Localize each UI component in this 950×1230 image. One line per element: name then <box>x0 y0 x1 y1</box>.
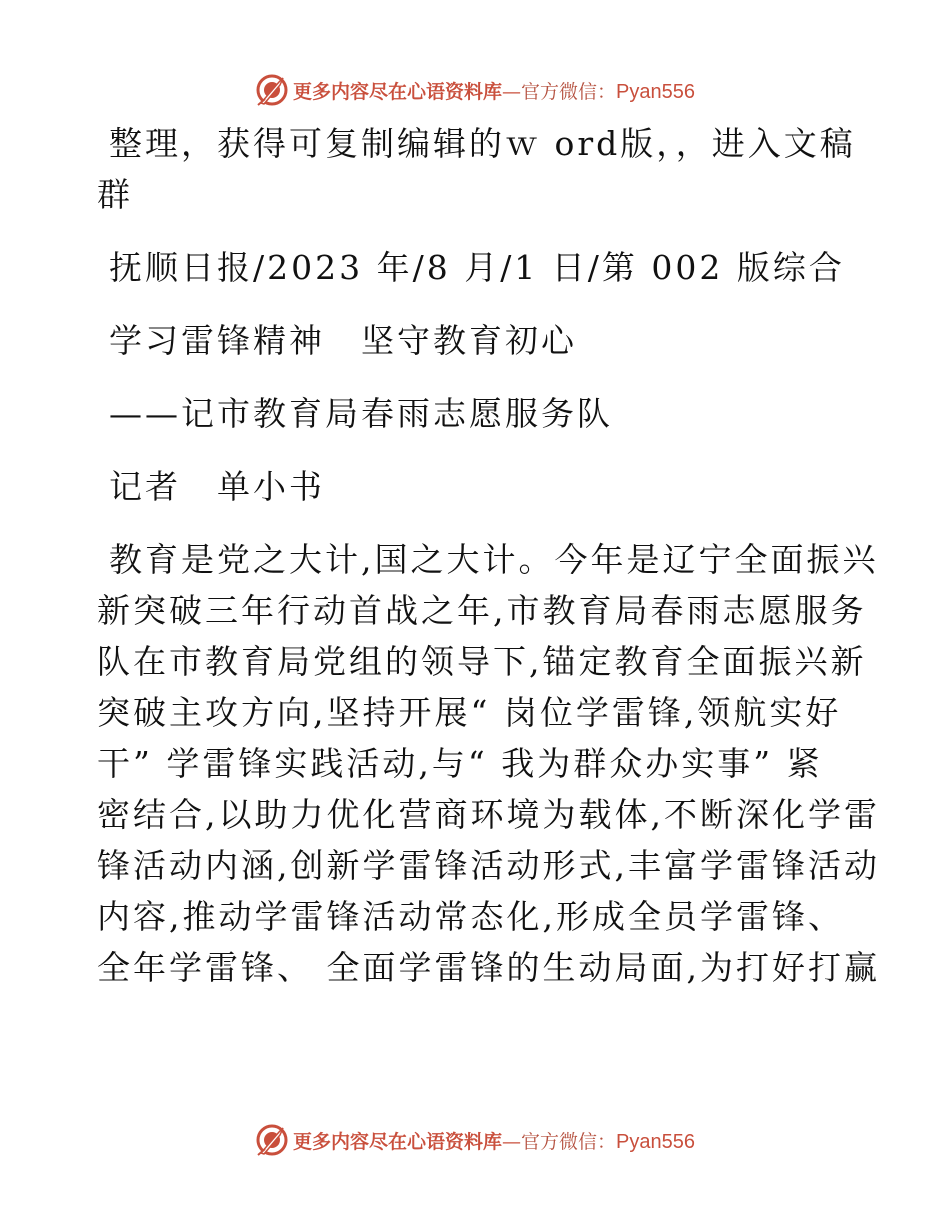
paragraph-line: 密结合,以助力优化营商环境为载体,不断深化学雷 <box>97 795 880 834</box>
watermark-dash: — <box>502 1130 522 1153</box>
watermark-dash: — <box>502 80 522 103</box>
paragraph-line: 突破主攻方向,坚持开展“ 岗位学雷锋,领航实好 <box>97 693 842 732</box>
footer-watermark <box>0 1120 950 1160</box>
watermark-main: 更多内容尽在心语资料库 <box>293 1130 503 1153</box>
header-watermark <box>0 70 950 110</box>
document-body <box>97 118 880 993</box>
article-paragraph <box>97 534 880 993</box>
intro-line-2: 群 <box>97 175 133 214</box>
quill-logo-icon <box>255 1123 289 1157</box>
watermark-wechat-id: Pyan556 <box>616 80 695 103</box>
byline: 记者 单小书 <box>109 467 325 506</box>
paragraph-line: 全年学雷锋、 全面学雷锋的生动局面,为打好打赢 <box>97 948 880 987</box>
watermark-wechat-label: 官方微信： <box>521 80 617 103</box>
watermark-text <box>293 1127 695 1154</box>
watermark-wechat-id: Pyan556 <box>616 1130 695 1153</box>
watermark-wechat-label: 官方微信： <box>521 1130 617 1153</box>
watermark-main: 更多内容尽在心语资料库 <box>293 80 503 103</box>
source-line: 抚顺日报/2023 年/8 月/1 日/第 002 版综合 <box>109 248 845 287</box>
paragraph-line: 教育是党之大计,国之大计。今年是辽宁全面振兴 <box>109 540 879 579</box>
paragraph-line: 队在市教育局党组的领导下,锚定教育全面振兴新 <box>97 642 867 681</box>
paragraph-line: 干” 学雷锋实践活动,与“ 我为群众办实事” 紧 <box>97 744 823 783</box>
paragraph-line: 锋活动内涵,创新学雷锋活动形式,丰富学雷锋活动 <box>97 846 880 885</box>
article-title: 学习雷锋精神 坚守教育初心 <box>109 321 577 360</box>
paragraph-line: 内容,推动学雷锋活动常态化,形成全员学雷锋、 <box>97 897 844 936</box>
quill-logo-icon <box>255 73 289 107</box>
article-subtitle: ——记市教育局春雨志愿服务队 <box>109 394 613 433</box>
watermark-text <box>293 77 695 104</box>
intro-line-1: 整理，获得可复制编辑的ｗ ord版，，进入文稿 <box>109 124 856 163</box>
paragraph-line: 新突破三年行动首战之年,市教育局春雨志愿服务 <box>97 591 867 630</box>
